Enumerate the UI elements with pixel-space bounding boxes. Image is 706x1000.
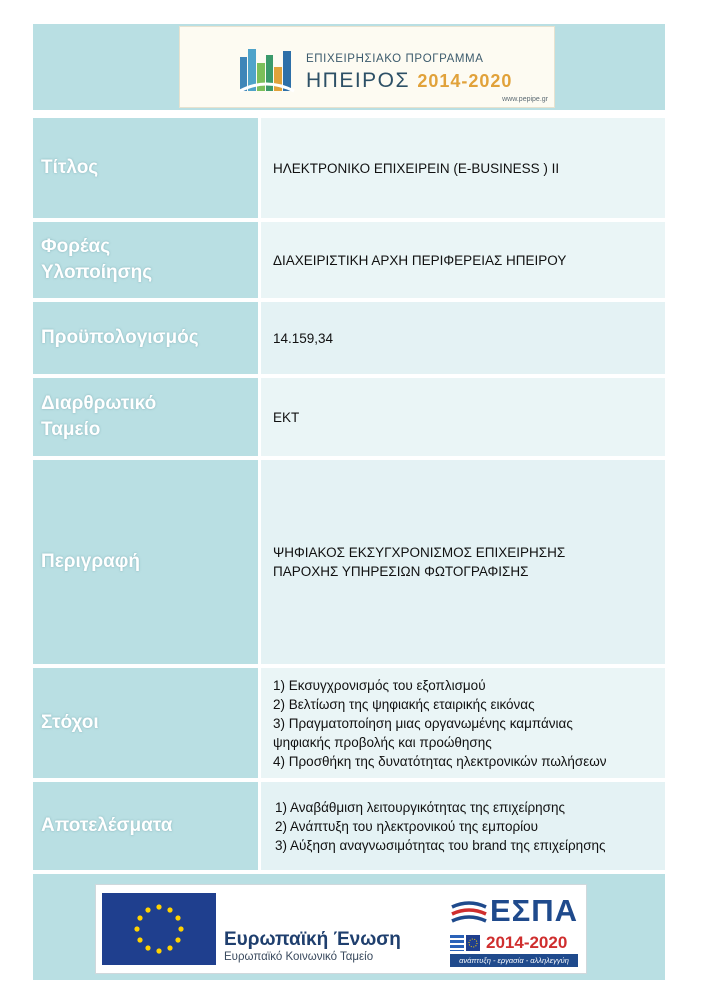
row-title xyxy=(33,118,665,218)
footer-band xyxy=(33,874,665,980)
value-description xyxy=(261,460,665,664)
result-item: 1) Αναβάθμιση λειτουργικότητας της επιχείρησης xyxy=(275,799,566,815)
label-structural-fund-line2: Ταμείο xyxy=(41,419,101,440)
row-implementing-body xyxy=(33,222,665,298)
description-line: ΠΑΡΟΧΗΣ ΥΠΗΡΕΣΙΩΝ ΦΩΤΟΓΡΑΦΙΣΗΣ xyxy=(273,564,529,579)
label-structural-fund-line1: Διαρθρωτικό xyxy=(41,393,157,414)
row-budget xyxy=(33,302,665,374)
epirus-logo-icon xyxy=(238,47,296,97)
label-structural-fund xyxy=(33,378,258,456)
program-years: 2014-2020 xyxy=(417,71,513,91)
row-goals xyxy=(33,668,665,778)
program-region xyxy=(306,69,512,93)
label-title: Τίτλος xyxy=(33,118,258,218)
label-implementing-body-line2: Υλοποίησης xyxy=(41,262,153,283)
espa-tagline: ανάπτυξη - εργασία - αλληλεγγύη xyxy=(450,954,578,967)
program-url: www.pepipe.gr xyxy=(502,96,548,103)
label-budget: Προϋπολογισμός xyxy=(33,302,258,374)
value-title: ΗΛΕΚΤΡΟΝΙΚΟ ΕΠΙΧΕΙΡΕΙΝ (E-BUSINESS ) II xyxy=(261,118,665,218)
program-banner xyxy=(179,26,555,108)
program-region-name: ΗΠΕΙΡΟΣ xyxy=(306,69,410,92)
goal-item: 2) Βελτίωση της ψηφιακής εταιρικής εικόνας xyxy=(273,696,535,712)
label-description: Περιγραφή xyxy=(33,460,258,664)
espa-years: 2014-2020 xyxy=(486,933,568,952)
espa-waves-icon xyxy=(450,899,488,929)
label-implementing-body-line1: Φορέας xyxy=(41,236,111,257)
result-item: 2) Ανάπτυξη του ηλεκτρονικού της εμπορίου xyxy=(275,818,539,834)
row-description xyxy=(33,460,665,664)
goal-item: ψηφιακής προβολής και προώθησης xyxy=(273,734,492,750)
header-band xyxy=(33,24,665,110)
value-implementing-body: ΔΙΑΧΕΙΡΙΣΤΙΚΗ ΑΡΧΗ ΠΕΡΙΦΕΡΕΙΑΣ ΗΠΕΙΡΟΥ xyxy=(261,222,665,298)
result-item: 3) Αύξηση αναγνωσιμότητας του brand της επιχείρησης xyxy=(275,837,606,853)
value-results xyxy=(261,782,665,870)
row-results xyxy=(33,782,665,870)
espa-logo xyxy=(448,893,580,969)
value-budget: 14.159,34 xyxy=(261,302,665,374)
value-goals xyxy=(261,668,665,778)
eu-flag-icon xyxy=(102,893,216,965)
greece-eu-flags-icon xyxy=(450,935,480,951)
label-results: Αποτελέσματα xyxy=(33,782,258,870)
description-line: ΨΗΦΙΑΚΟΣ ΕΚΣΥΓΧΡΟΝΙΣΜΟΣ ΕΠΙΧΕΙΡΗΣΗΣ xyxy=(273,545,566,560)
label-implementing-body xyxy=(33,222,258,298)
espa-word: ΕΣΠΑ xyxy=(490,893,579,928)
goal-item: 3) Πραγματοποίηση μιας οργανωμένης καμπάνιας xyxy=(273,715,573,731)
program-title: ΕΠΙΧΕΙΡΗΣΙΑΚΟ ΠΡΟΓΡΑΜΜΑ xyxy=(306,53,484,65)
goal-item: 4) Προσθήκη της δυνατότητας ηλεκτρονικών πωλήσεων xyxy=(273,753,607,769)
project-info-sheet xyxy=(33,24,665,980)
eu-name: Ευρωπαϊκή Ένωση xyxy=(224,929,401,950)
funding-logos-banner xyxy=(95,884,587,974)
row-structural-fund xyxy=(33,378,665,456)
goal-item: 1) Εκσυγχρονισμός του εξοπλισμού xyxy=(273,677,486,693)
eu-fund-name: Ευρωπαϊκό Κοινωνικό Ταμείο xyxy=(224,951,374,963)
value-structural-fund: ΕΚΤ xyxy=(261,378,665,456)
label-goals: Στόχοι xyxy=(33,668,258,778)
